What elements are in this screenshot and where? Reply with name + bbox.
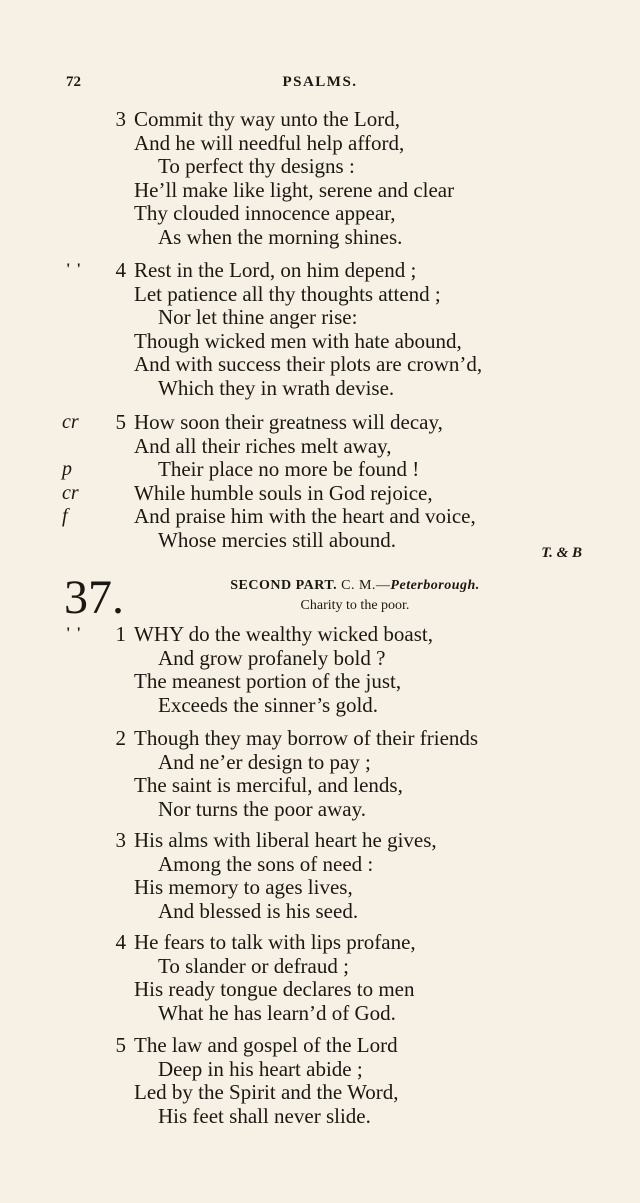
verse-text: And blessed is his seed. xyxy=(158,898,359,923)
verse-text: Thy clouded innocence appear, xyxy=(134,201,396,226)
verse-line xyxy=(0,481,640,505)
verse-line xyxy=(0,1080,640,1104)
verse-text: Which they in wrath devise. xyxy=(158,376,395,400)
verse-text: Commit thy way unto the Lord, xyxy=(134,107,400,131)
verse-line xyxy=(0,930,640,954)
stanza-number: 3 xyxy=(115,828,126,852)
verse-text: Exceeds the sinner’s gold. xyxy=(158,692,379,717)
verse-line xyxy=(0,258,640,282)
verse-line xyxy=(0,352,640,376)
verse-line xyxy=(0,504,640,528)
verse-text: The meanest portion of the just, xyxy=(134,669,402,694)
verse-line xyxy=(0,410,640,434)
stanza-number: 5 xyxy=(115,1033,126,1057)
verse-text: He fears to talk with lips profane, xyxy=(134,930,416,954)
verse-line xyxy=(0,977,640,1001)
verse-line xyxy=(0,434,640,458)
psalm-subtitle: Charity to the poor. xyxy=(300,598,410,613)
part-label: SECOND PART. xyxy=(230,578,338,593)
verse-text: And all their riches melt away, xyxy=(134,433,392,458)
verse-text: His memory to ages lives, xyxy=(134,875,353,900)
verse-line xyxy=(0,131,640,155)
stanza-number: 5 xyxy=(115,410,126,434)
verse-line xyxy=(0,1033,640,1057)
verse-line xyxy=(0,305,640,329)
author-credit: T. & B xyxy=(541,545,582,561)
verse-text: And ne’er design to pay ; xyxy=(158,749,371,774)
verse-line xyxy=(0,1001,640,1025)
verse-line xyxy=(0,954,640,978)
stanza-number: 4 xyxy=(115,930,126,954)
verse-line xyxy=(0,329,640,353)
verse-line xyxy=(0,225,640,249)
dynamic-mark: p xyxy=(62,458,72,481)
tune-name: Peterborough. xyxy=(390,578,480,593)
psalm-number: 37. xyxy=(64,571,124,624)
verse-line xyxy=(0,750,640,774)
verse-text: Let patience all thy thoughts attend ; xyxy=(134,281,441,306)
verse-text: And with success their plots are crown’d, xyxy=(134,352,483,377)
verse-text: And he will needful help afford, xyxy=(134,130,405,155)
verse-text: Though they may borrow of their friends xyxy=(134,726,479,750)
verse-text: His alms with liberal heart he gives, xyxy=(134,828,437,852)
verse-text: Nor let thine anger rise: xyxy=(158,305,358,330)
verse-text: Though wicked men with hate abound, xyxy=(134,328,462,353)
stanza-number: 4 xyxy=(115,258,126,282)
verse-line xyxy=(0,726,640,750)
stanza-number: 2 xyxy=(115,726,126,750)
dynamic-mark: ' ' xyxy=(66,625,82,642)
verse-text: To slander or defraud ; xyxy=(158,953,349,978)
verse-line xyxy=(0,457,640,481)
verse-line xyxy=(0,669,640,693)
verse-text: Their place no more be found ! xyxy=(158,457,420,482)
verse-line xyxy=(0,376,640,400)
verse-text: And praise him with the heart and voice, xyxy=(134,504,476,529)
verse-line xyxy=(0,828,640,852)
verse-line xyxy=(0,1104,640,1128)
verse-line xyxy=(0,282,640,306)
verse-text: Whose mercies still abound. xyxy=(158,528,396,552)
verse-line xyxy=(0,693,640,717)
verse-text: The saint is merciful, and lends, xyxy=(134,773,403,798)
verse-text: And grow profanely bold ? xyxy=(158,645,386,670)
verse-line xyxy=(0,622,640,646)
verse-line xyxy=(0,178,640,202)
verse-text: While humble souls in God rejoice, xyxy=(134,480,433,505)
verse-text: Nor turns the poor away. xyxy=(158,796,367,821)
verse-line xyxy=(0,107,640,131)
verse-line xyxy=(0,773,640,797)
verse-text: Led by the Spirit and the Word, xyxy=(134,1080,399,1105)
verse-line xyxy=(0,899,640,923)
verse-line xyxy=(0,201,640,225)
page-number: 72 xyxy=(66,74,81,90)
verse-line xyxy=(0,154,640,178)
page-header xyxy=(0,74,640,98)
verse-line xyxy=(0,852,640,876)
verse-text: What he has learn’d of God. xyxy=(158,1000,396,1025)
part-heading xyxy=(150,578,560,594)
verse-line xyxy=(0,646,640,670)
dynamic-mark: f xyxy=(62,505,68,528)
dynamic-mark: cr xyxy=(62,481,79,504)
running-head: PSALMS. xyxy=(282,74,358,90)
verse-line xyxy=(0,1057,640,1081)
verse-text: His ready tongue declares to men xyxy=(134,977,415,1002)
verse-text: How soon their greatness will decay, xyxy=(134,410,443,434)
verse-text: To perfect thy designs : xyxy=(158,154,355,179)
verse-line xyxy=(0,797,640,821)
verse-text: His feet shall never slide. xyxy=(158,1103,371,1128)
dynamic-mark: cr xyxy=(62,411,79,433)
verse-text: Rest in the Lord, on him depend ; xyxy=(134,258,417,282)
stanza-number: 1 xyxy=(115,622,126,646)
stanza-number: 3 xyxy=(115,107,126,131)
verse-line xyxy=(0,875,640,899)
verse-text: WHY do the wealthy wicked boast, xyxy=(134,622,433,646)
verse-text: The law and gospel of the Lord xyxy=(134,1033,398,1057)
verse-text: Among the sons of need : xyxy=(158,851,374,876)
verse-text: As when the morning shines. xyxy=(158,225,403,249)
verse-text: He’ll make like light, serene and clear xyxy=(134,177,455,202)
verse-text: Deep in his heart abide ; xyxy=(158,1056,363,1081)
meter-label: C. M.— xyxy=(341,578,391,593)
dynamic-mark: ' ' xyxy=(66,261,82,278)
